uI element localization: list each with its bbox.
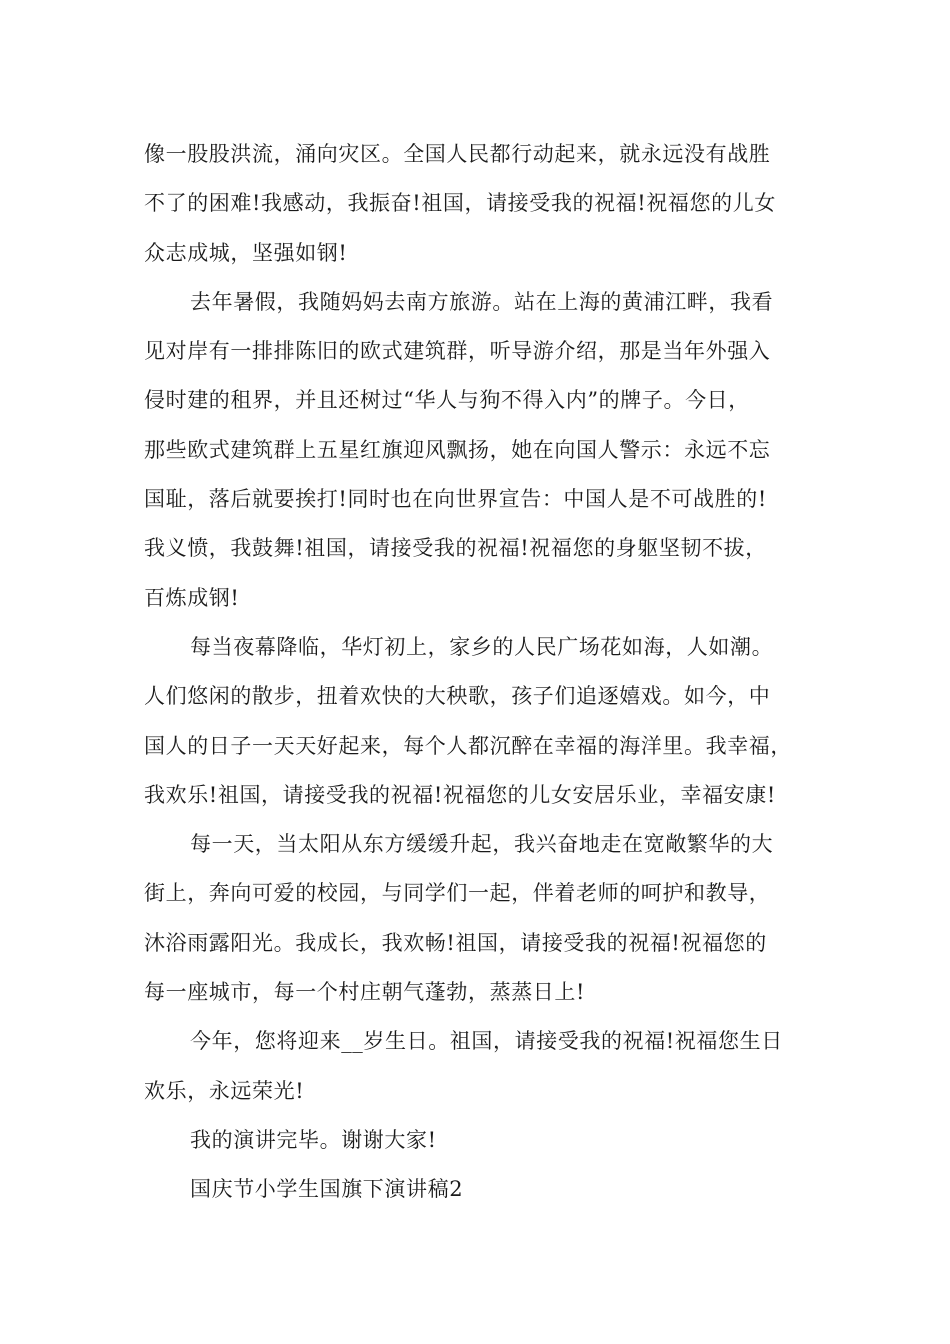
text-line: 街上，奔向可爱的校园，与同学们一起，伴着老师的呵护和教导， xyxy=(144,881,771,906)
text-line: 每当夜幕降临，华灯初上，家乡的人民广场花如海，人如潮。 xyxy=(190,634,774,659)
text-line: 国庆节小学生国旗下演讲稿2 xyxy=(190,1177,464,1202)
text-line: 我的演讲完毕。谢谢大家! xyxy=(190,1127,437,1152)
speech-text xyxy=(144,130,816,1215)
text-line: 百炼成钢! xyxy=(144,585,240,610)
text-line: 每一座城市，每一个村庄朝气蓬勃，蒸蒸日上! xyxy=(144,980,586,1005)
text-line: 像一股股洪流，涌向灾区。全国人民都行动起来，就永远没有战胜 xyxy=(144,142,771,166)
text-line: 侵时建的租界，并且还树过“华人与狗不得入内”的牌子。今日， xyxy=(144,388,750,413)
text-line: 国耻，落后就要挨打!同时也在向世界宣告：中国人是不可战胜的! xyxy=(144,487,767,512)
text-line: 不了的困难!我感动，我振奋!祖国，请接受我的祝福!祝福您的儿女 xyxy=(144,191,776,216)
text-line: 欢乐，永远荣光! xyxy=(144,1078,305,1103)
text-line: 见对岸有一排排陈旧的欧式建筑群，听导游介绍，那是当年外强入 xyxy=(144,339,771,364)
text-line: 我欢乐!祖国，请接受我的祝福!祝福您的儿女安居乐业，幸福安康! xyxy=(144,782,776,807)
text-line: 众志成城，坚强如钢! xyxy=(144,240,348,265)
text-line: 沐浴雨露阳光。我成长，我欢畅!祖国，请接受我的祝福!祝福您的 xyxy=(144,930,767,955)
text-line: 国人的日子一天天好起来，每个人都沉醉在幸福的海洋里。我幸福， xyxy=(144,733,792,758)
text-line: 那些欧式建筑群上五星红旗迎风飘扬，她在向国人警示：永远不忘 xyxy=(144,437,771,462)
text-line: 我义愤，我鼓舞!祖国，请接受我的祝福!祝福您的身躯坚韧不拔， xyxy=(144,536,767,561)
text-line: 人们悠闲的散步，扭着欢快的大秧歌，孩子们追逐嬉戏。如今，中 xyxy=(144,684,771,709)
text-line: 每一天，当太阳从东方缓缓升起，我兴奋地走在宽敞繁华的大 xyxy=(190,832,774,857)
text-line: 去年暑假，我随妈妈去南方旅游。站在上海的黄浦江畔，我看 xyxy=(190,289,774,314)
text-line: 今年，您将迎来__岁生日。祖国，请接受我的祝福!祝福您生日 xyxy=(190,1029,783,1054)
